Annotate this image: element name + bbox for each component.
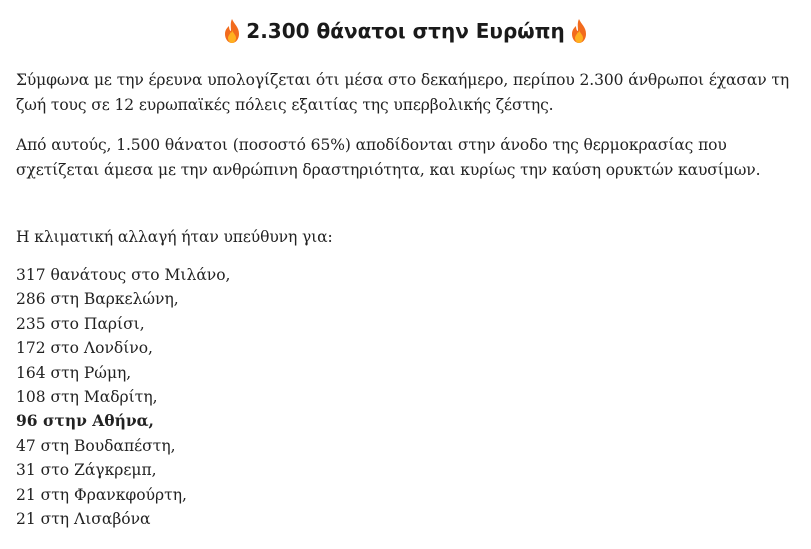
deaths-by-city-list [16,263,230,531]
list-item-milan: 317 θανάτους στο Μιλάνο, [16,266,231,284]
fire-icon [222,18,242,44]
list-item-rome: 164 στη Ρώμη, [16,363,132,382]
list-item-barcelona: 286 στη Βαρκελώνη, [16,290,179,309]
intro-paragraph: Σύμφωνα με την έρευνα υπολογίζεται ότι μέσα στο δεκαήμερο, περίπου 2.300 άνθρωποι έχασαν τη ζωή τους σε 12 ευρωπαϊκές πόλεις εξαιτίας της υπερβολικής ζέστης. [16,71,790,114]
fire-icon [569,18,589,44]
attribution-paragraph: Από αυτούς, 1.500 θάνατοι (ποσοστό 65%) αποδίδονται στην άνοδο της θερμοκρασίας που σχετίζεται άμεσα με την ανθρώπινη δραστηριότητα, και κυρίως την καύση ορυκτών καυσίμων. [16,136,761,179]
list-item-paris: 235 στο Παρίσι, [16,314,145,333]
article-title [16,0,795,46]
list-item-madrid: 108 στη Μαδρίτη, [16,388,158,407]
list-item-frankfurt: 21 στη Φρανκφούρτη, [16,485,187,504]
list-item-london: 172 στο Λονδίνο, [16,339,153,358]
list-item-budapest: 47 στη Βουδαπέστη, [16,436,176,455]
list-item-zagreb: 31 στο Ζάγκρεμπ, [16,461,157,480]
list-intro-paragraph: Η κλιματική αλλαγή ήταν υπεύθυνη για: [16,228,333,246]
title-text: 2.300 θάνατοι στην Ευρώπη [246,19,565,43]
list-item-athens: 96 στην Αθήνα, [16,411,154,431]
list-item-lisbon: 21 στη Λισαβόνα [16,510,151,529]
